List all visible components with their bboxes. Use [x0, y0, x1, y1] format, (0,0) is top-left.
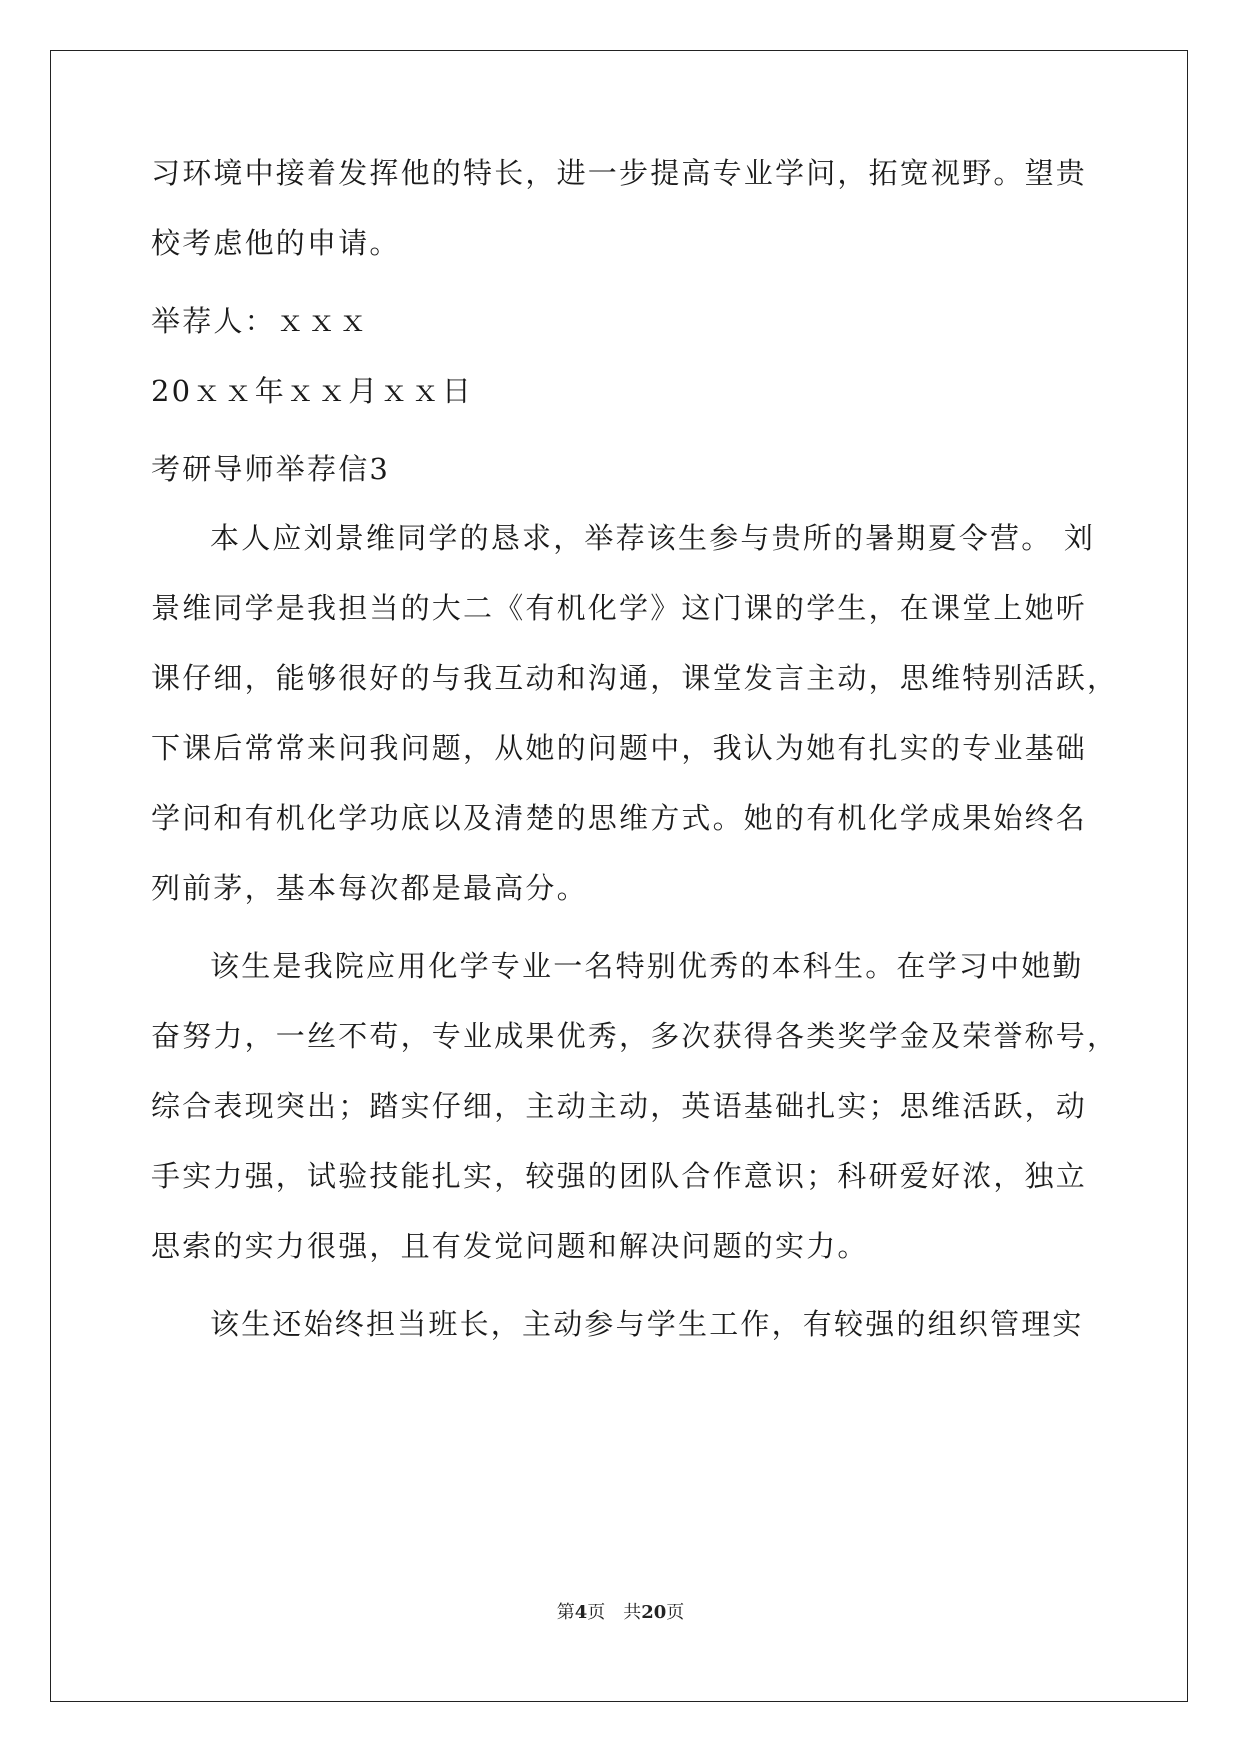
recommender-line: 举荐人：ｘｘｘ: [151, 304, 370, 338]
body-line: 综合表现突出；踏实仔细，主动主动，英语基础扎实；思维活跃，动: [151, 1089, 1088, 1123]
footer-prefix: 第: [556, 1602, 575, 1623]
body-line: 下课后常常来问我问题，从她的问题中，我认为她有扎实的专业基础: [151, 731, 1088, 765]
body-line: 列前茅，基本每次都是最高分。: [151, 871, 588, 905]
body-line: 奋努力，一丝不苟，专业成果优秀，多次获得各类奖学金及荣誉称号，: [151, 1019, 1119, 1053]
current-page-number: 4: [574, 1602, 588, 1623]
section-title: 考研导师举荐信3: [151, 452, 391, 486]
body-line: 校考虑他的申请。: [151, 226, 401, 260]
body-line: 手实力强，试验技能扎实，较强的团队合作意识；科研爱好浓，独立: [151, 1159, 1088, 1193]
body-line: 习环境中接着发挥他的特长，进一步提高专业学问，拓宽视野。望贵: [151, 156, 1088, 190]
body-line: 课仔细，能够很好的与我互动和沟通，课堂发言主动，思维特别活跃，: [151, 661, 1119, 695]
body-line: 景维同学是我担当的大二《有机化学》这门课的学生，在课堂上她听: [151, 591, 1088, 625]
date-line: 20ｘｘ年ｘｘ月ｘｘ日: [151, 374, 474, 408]
body-line: 思索的实力很强，且有发觉问题和解决问题的实力。: [151, 1229, 869, 1263]
body-line: 该生还始终担当班长，主动参与学生工作，有较强的组织管理实: [210, 1307, 1084, 1341]
body-line: 该生是我院应用化学专业一名特别优秀的本科生。在学习中她勤: [210, 949, 1084, 983]
footer-suffix: 页: [666, 1602, 685, 1623]
body-line: 本人应刘景维同学的恳求，举荐该生参与贵所的暑期夏令营。 刘: [210, 521, 1096, 555]
page-footer: [0, 1598, 1241, 1624]
body-line: 学问和有机化学功底以及清楚的思维方式。她的有机化学成果始终名: [151, 801, 1088, 835]
footer-mid: 页 共: [587, 1602, 642, 1623]
total-page-number: 20: [641, 1602, 667, 1623]
